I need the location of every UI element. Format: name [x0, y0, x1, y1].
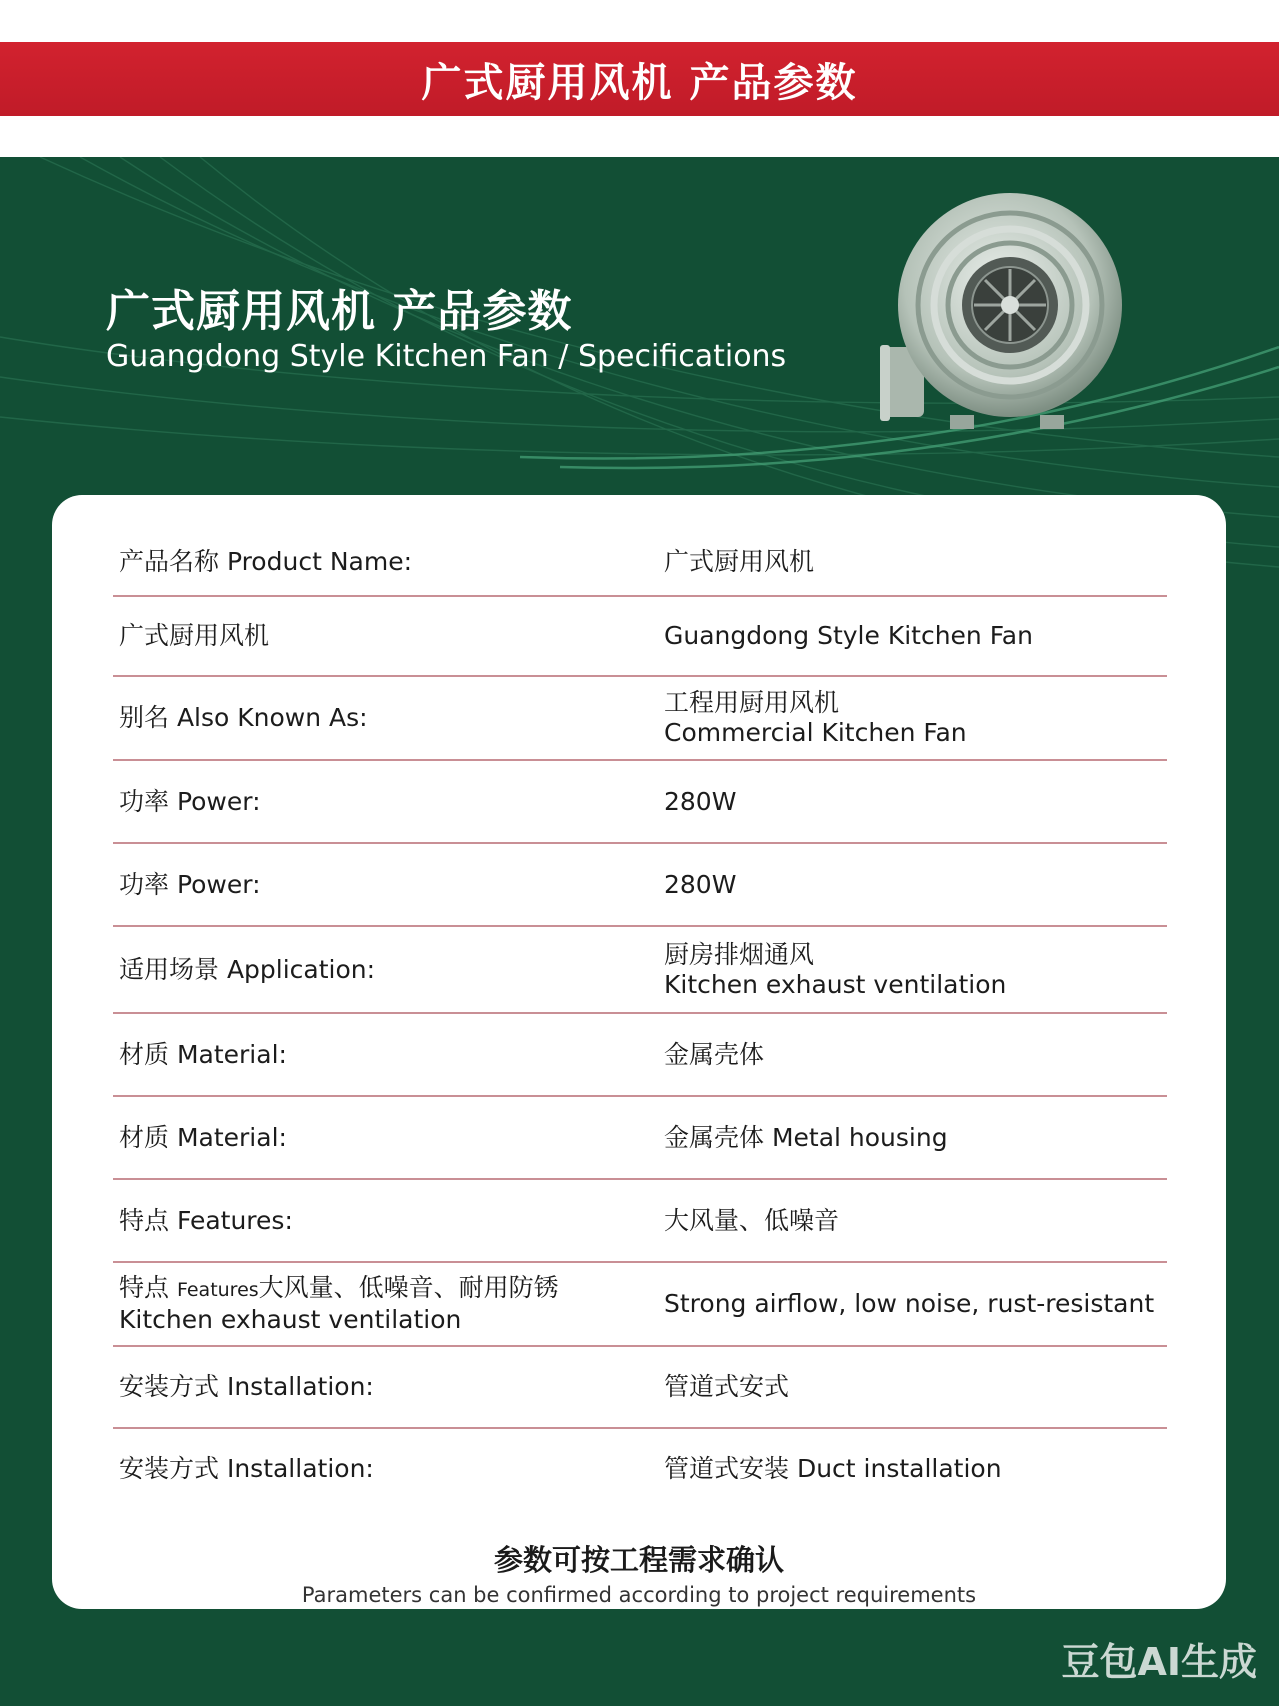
- spec-label: 适用场景 Application:: [119, 954, 376, 984]
- spec-row: [113, 1429, 1167, 1509]
- footer-note-en: Parameters can be confirmed according to project requirements: [301, 1583, 977, 1607]
- spec-label: 材质 Material:: [119, 1039, 287, 1069]
- spec-label-part: Features: [176, 1279, 259, 1301]
- spec-row: [113, 1347, 1167, 1429]
- spec-label-part: 特点: [119, 1273, 170, 1302]
- spec-row: [113, 1014, 1167, 1097]
- spec-label: [119, 1263, 649, 1345]
- spec-value-line: Kitchen exhaust ventilation: [664, 969, 1007, 999]
- spec-row: [113, 844, 1167, 927]
- spec-label: 材质 Material:: [119, 1122, 287, 1152]
- page-title: 广式厨用风机 产品参数: [106, 286, 573, 337]
- spec-value: [664, 927, 1164, 1012]
- spec-label: 别名 Also Known As:: [119, 703, 368, 732]
- spec-row: [113, 529, 1167, 597]
- spec-card: [52, 495, 1226, 1609]
- spec-value: 金属壳体: [664, 1039, 765, 1069]
- spec-label: 特点 Features:: [119, 1205, 293, 1235]
- spec-row: [113, 1180, 1167, 1263]
- hero-section: [0, 157, 1279, 1706]
- spec-row: [113, 597, 1167, 677]
- spec-label: 安装方式 Installation:: [119, 1454, 374, 1483]
- spec-value: 大风量、低噪音: [664, 1205, 840, 1235]
- spec-row: [113, 1263, 1167, 1347]
- footer-note-cn: 参数可按工程需求确认: [493, 1543, 784, 1577]
- spec-value: 280W: [664, 869, 737, 899]
- spec-label: 功率 Power:: [119, 786, 261, 816]
- spec-label-line: Kitchen exhaust ventilation: [119, 1305, 462, 1334]
- top-banner: [0, 42, 1279, 116]
- spec-value: 280W: [664, 786, 737, 816]
- spec-label: 广式厨用风机: [119, 621, 270, 650]
- banner-title: 广式厨用风机 产品参数: [421, 59, 858, 106]
- spec-row: [113, 677, 1167, 761]
- spec-value-line: 工程用厨用风机: [664, 688, 840, 717]
- spec-label-part: 大风量、低噪音、耐用防锈: [258, 1273, 559, 1302]
- fan-image: [880, 187, 1140, 457]
- spec-value: Strong airflow, low noise, rust-resistant: [664, 1289, 1155, 1318]
- spec-label: 产品名称 Product Name:: [119, 547, 412, 576]
- spec-row: [113, 1097, 1167, 1180]
- spec-value: 管道式安式: [664, 1372, 790, 1401]
- page-subtitle: Guangdong Style Kitchen Fan / Specifications: [106, 339, 787, 374]
- spec-value-line: 厨房排烟通风: [664, 939, 815, 969]
- spec-row: [113, 761, 1167, 844]
- watermark: 豆包AI生成: [1061, 1640, 1257, 1684]
- spec-value: 广式厨用风机: [664, 547, 815, 576]
- spec-label-line: [119, 1273, 649, 1305]
- spec-label: 安装方式 Installation:: [119, 1372, 374, 1401]
- spec-label: 功率 Power:: [119, 869, 261, 899]
- spec-value: Guangdong Style Kitchen Fan: [664, 621, 1033, 650]
- spec-value: 金属壳体 Metal housing: [664, 1122, 948, 1152]
- spec-row: [113, 927, 1167, 1014]
- spec-value-line: Commercial Kitchen Fan: [664, 718, 967, 747]
- spec-value: 管道式安装 Duct installation: [664, 1454, 1002, 1483]
- spec-value: [664, 677, 1164, 759]
